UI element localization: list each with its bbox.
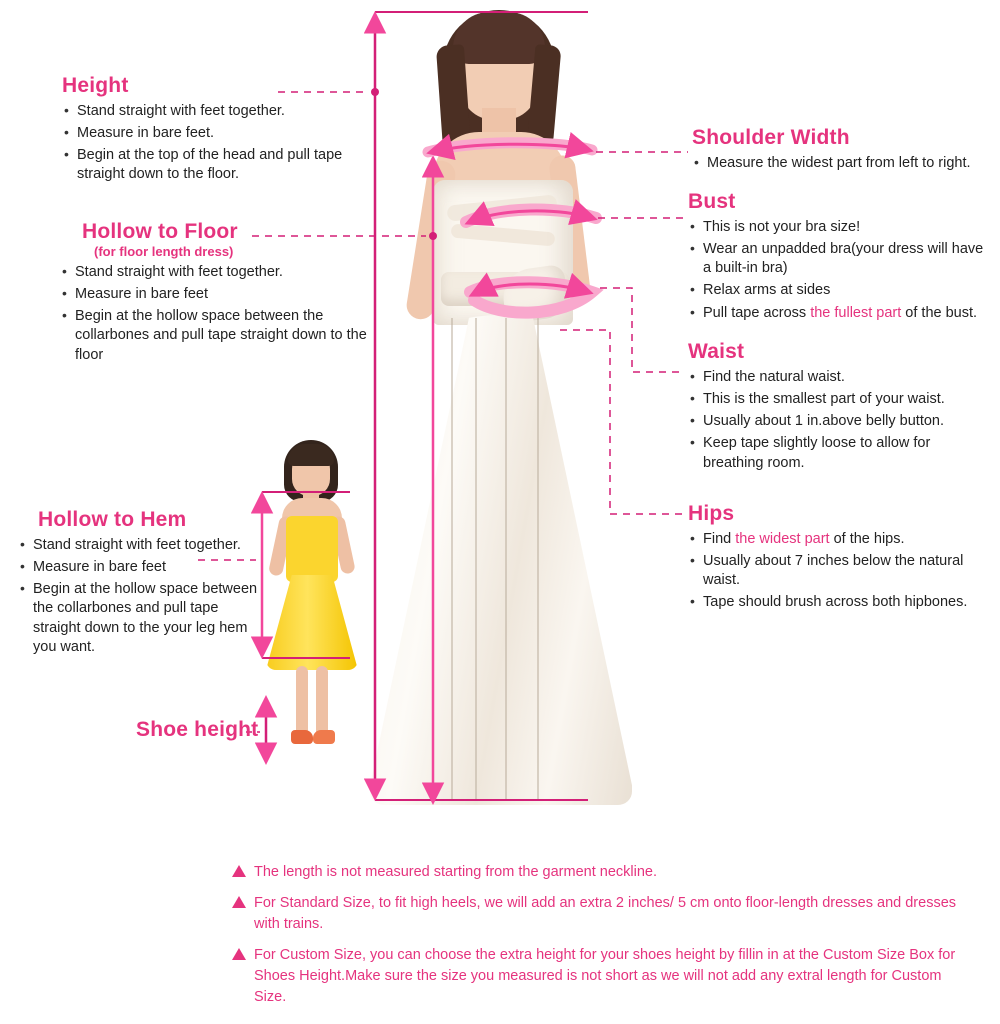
section-height-label: Height — [62, 74, 129, 97]
waist-arrow — [470, 282, 684, 372]
hips-connector — [560, 330, 686, 514]
warning-triangle-icon — [232, 948, 246, 960]
section-shoe-height-label: Shoe height — [136, 718, 259, 741]
footnotes — [232, 862, 972, 1018]
list-item: • Measure in bare feet — [60, 285, 370, 304]
list-item: • Stand straight with feet together. — [18, 536, 258, 555]
bust-post: of the bust. — [901, 304, 978, 321]
footnote-text: The length is not measured starting from the garment neckline. — [254, 864, 657, 880]
section-bust — [688, 190, 994, 326]
list-item: • Relax arms at sides — [688, 281, 994, 300]
list-item: • Usually about 7 inches below the natural waist. — [688, 552, 994, 590]
bust-pre: Pull tape across — [703, 304, 811, 321]
section-hollow-to-floor-sublabel: (for floor length dress) — [94, 244, 234, 259]
bust-arrow — [466, 209, 686, 222]
list-item: • This is the smallest part of your waist. — [688, 390, 988, 409]
section-hips-label: Hips — [688, 502, 735, 525]
list-item: • Begin at the hollow space between the collarbones and pull tape straight down to the your leg hem you want. — [18, 580, 258, 657]
section-shoulder-width-bullets — [692, 154, 992, 173]
list-item: • Begin at the top of the head and pull tape straight down to the floor. — [62, 146, 362, 184]
shoulder-width-arrow — [428, 143, 688, 152]
warning-triangle-icon — [232, 896, 246, 908]
list-item: • Usually about 1 in.above belly button. — [688, 412, 988, 431]
section-hollow-to-hem-label: Hollow to Hem — [38, 508, 187, 531]
list-item: • Wear an unpadded bra(your dress will have a built-in bra) — [688, 240, 994, 278]
warning-triangle-icon — [232, 865, 246, 877]
list-item-hips-widest — [688, 530, 994, 549]
section-hollow-to-floor — [60, 220, 370, 368]
list-item: • Measure the widest part from left to right. — [692, 154, 992, 173]
list-item: • Find the natural waist. — [688, 368, 988, 387]
section-waist-bullets — [688, 368, 988, 473]
bust-emphasis: the fullest part — [810, 304, 902, 321]
section-shoe-height — [136, 718, 258, 742]
list-item: • Keep tape slightly loose to allow for breathing room. — [688, 434, 988, 472]
list-item: • This is not your bra size! — [688, 218, 994, 237]
section-bust-bullets — [688, 218, 994, 323]
list-item-bust-fullest — [688, 304, 994, 323]
list-item: • Begin at the hollow space between the collarbones and pull tape straight down to the floor — [60, 307, 370, 364]
footnote-3 — [232, 945, 972, 1008]
hips-post: of the hips. — [829, 531, 905, 547]
section-hips-bullets — [688, 530, 994, 613]
section-hollow-to-hem-bullets — [18, 536, 258, 657]
list-item: • Measure in bare feet. — [62, 124, 362, 143]
hips-emphasis: the widest part — [735, 531, 830, 547]
section-bust-label: Bust — [688, 190, 736, 213]
list-item: • Stand straight with feet together. — [60, 263, 370, 282]
hips-pre: Find — [703, 531, 736, 547]
section-hollow-to-floor-bullets — [60, 263, 370, 365]
footnote-text: For Standard Size, to fit high heels, we will add an extra 2 inches/ 5 cm onto floor-length dresses and dresses with trains. — [254, 895, 957, 933]
footnote-2 — [232, 893, 972, 935]
list-item: • Measure in bare feet — [18, 558, 258, 577]
section-hips — [688, 502, 994, 616]
section-height-bullets — [62, 102, 362, 185]
list-item: • Tape should brush across both hipbones. — [688, 593, 994, 612]
section-shoulder-width-label: Shoulder Width — [692, 126, 850, 149]
section-shoulder-width — [692, 126, 992, 176]
section-hollow-to-hem — [18, 508, 258, 660]
section-waist — [688, 340, 988, 476]
footnote-1 — [232, 862, 972, 883]
section-hollow-to-floor-label: Hollow to Floor — [82, 220, 238, 243]
footnote-text: For Custom Size, you can choose the extra height for your shoes height by fillin in at the Custom Size Box for Shoes Height.Make sure the size you measured is not short as we will not add any extral length for Custom Size. — [254, 947, 956, 1006]
section-waist-label: Waist — [688, 340, 745, 363]
list-item: • Stand straight with feet together. — [62, 102, 362, 121]
section-height — [62, 74, 362, 188]
